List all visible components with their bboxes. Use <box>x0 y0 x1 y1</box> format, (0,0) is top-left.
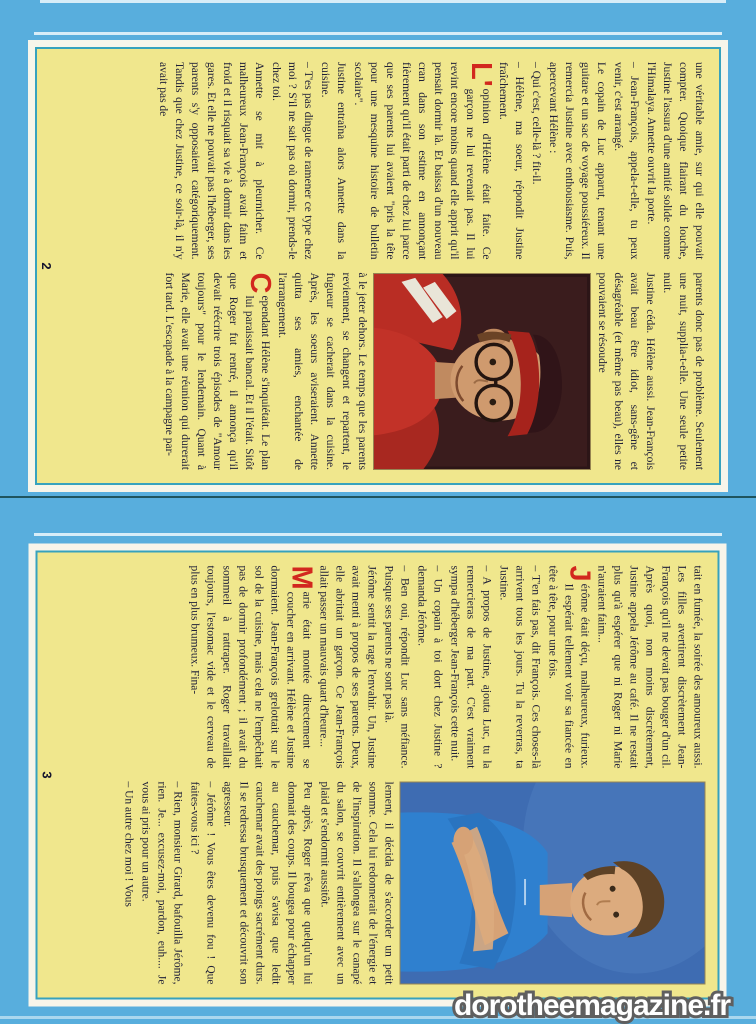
story-paragraph: – A propos de Justine, ajouta Luc, tu la remercieras de ma part. C'est vraiment sympa d'héberger Jean-François cette nuit. <box>448 565 493 769</box>
page-number-2: 2 <box>39 262 54 270</box>
scan-edge-line-above-page3 <box>34 533 722 536</box>
story-paragraph: L' opinion d'Hélène était faite. Ce garçon ne lui revenait pas. Il lui revint encore moins quand elle apprit qu'il pensait dormir là. Et baissa d'un nouveau cran dans son estime en annonçant fièrement qu'il était parti de chez lui parce que ses parents lui avaient "pris la tête pour une mesquine histoire de bulletin scolaire". <box>352 62 497 260</box>
story-paragraph: – Jean-François, appela-t-elle, tu peux venir, c'est arrangé. <box>612 62 640 260</box>
story-paragraph: – Hélène, ma soeur, répondit Justine fraîchement. <box>497 62 525 260</box>
story-paragraph: Justine entraîna alors Annette dans la cuisine. <box>319 62 347 260</box>
page-fold-line <box>0 496 756 498</box>
watermark-text: dorotheemagazine.fr <box>453 989 731 1022</box>
page-2-content <box>35 47 721 485</box>
story-paragraph: – Ben oui, répondit Luc sans méfiance. Puisque ses parents ne sont pas là. <box>382 565 411 769</box>
dropcap-letter: J <box>563 565 596 582</box>
story-paragraph: J érôme était déçu, malheureux, furieux. Il espérait tellement voir sa fiancée en tête à tête, pour une fois. <box>546 565 596 769</box>
page-3-content <box>36 551 720 1000</box>
story-paragraph: une véritable amie, sur qui elle pouvait compter. Quoique flairant du louche, Justine l'assura d'une amitié solide comme l'Himalaya. Annette ouvrit la porte. <box>645 62 705 260</box>
story-paragraph: Annette se mit à pleurnicher. Ce malheureux Jean-François avait faim et froid et il risquait sa vie à dormir dans les gares. Et elle ne pouvait pas l'héberger, ses parents s'y opposaient catégoriquement. Tandis que chez Justine, ce soir-là, il n'y avait pas de <box>157 62 265 260</box>
page2-right-column-top-text <box>594 273 707 471</box>
story-paragraph: tait en fumée, la soirée des amoureux aussi. Les filles avertirent discrètement Jean-François qu'il ne devait pas bouger d'un cil. Après quoi, non moins discrètement, Justine appela Jérôme au café. Il ne restait plus qu'à espérer que ni Roger ni Marie n'auraient faim... <box>595 565 704 769</box>
story-paragraph: C ependant Hélène s'inquiétait. Le plan lui paraissait bancal. Et il l'était. Sitôt que Roger fut rentré, il annonça qu'il devait réécrire trois épisodes de "Amour toujours" pour le lendemain. Quant à Marie, elle avait une réunion qui durerait fort tard. L'escapade à la campagne par- <box>163 272 276 470</box>
story-paragraph: – Un copain à toi dort chez Justine ? demanda Jérôme. <box>415 565 444 769</box>
page2-right-column-bottom-text <box>161 273 370 471</box>
story-paragraph: – T'es pas dingue de ramener ce type chez moi ? S'il ne sait pas où dormir, prends-le chez toi. <box>270 62 314 260</box>
dropcap-letter: C <box>244 272 276 294</box>
page3-text-column-left <box>58 566 706 769</box>
magazine-page-2 <box>28 40 728 492</box>
story-paragraph: – Qui c'est, celle-là ? fit-il. <box>530 62 542 185</box>
page3-text-column-right <box>58 782 706 985</box>
site-watermark <box>428 984 756 1024</box>
dropcap-letter: M <box>285 565 318 590</box>
photo-boy-blue-tshirt-arms-crossed <box>400 782 706 985</box>
story-paragraph: Jérôme sentit la rage l'envahir. Un, Justine avait menti à propos de ses parents. Deux, elle abritait un garçon. Ce Jean-François allait passer un mauvais quart d'heure... <box>317 565 378 769</box>
page3-right-column-text <box>121 782 397 985</box>
scan-edge-line-top <box>40 0 726 3</box>
dropcap-letter: L' <box>465 62 497 87</box>
story-paragraph: Peu après, Roger rêva que quelqu'un lui donnait des coups. Il bougea pour échapper au cauchemar, puis s'avisa que ledit cauchemar avait des poings sacrément durs. Il se redressa brusquement et découvrit son agresseur. <box>221 781 314 985</box>
story-paragraph: parents donc pas de problème. Seulement une nuit, supplia-t-elle. Une seule petite nuit. <box>661 272 705 470</box>
scan-edge-line-above-page2 <box>34 32 722 35</box>
story-paragraph: – Rien, monsieur Girard, bafouilla Jérôme, rien. Je... excusez-moi, pardon, euh.... Je vous ai pris pour un autre. <box>139 781 184 985</box>
photo-boy-red-cap-glasses <box>373 273 591 471</box>
story-paragraph: M arie était montée directement se coucher en arrivant. Hélène et Justine dormaient. Jean-François grelottait sur le sol de la cuisine, mais cela ne l'empêchait pas de dormir profondément ; il avait du sommeil à rattraper. Roger travaillait toujours, l'estomac vide et le cerveau de plus en plus brumeux. Fina- <box>188 565 318 769</box>
story-paragraph: à le jeter dehors. Le temps que les parents reviennent, se changent et repartent, le fugueur se cacherait dans la cuisine. Après, les soeurs aviseraient. Annette quitta ses amies, enchantée de l'arrangement. <box>276 272 368 470</box>
photo-boy-red-cap-illustration <box>374 274 590 470</box>
story-paragraph: lement, il décida de s'accorder un petit somme. Cela lui redonnerait de l'énergie et de l'inspiration. Il s'allongea sur le canapé du salon, se couvrit entièrement avec un plaid et s'endormit aussitôt. <box>318 781 395 985</box>
page2-text-column-right <box>57 273 707 471</box>
story-paragraph: Justine céda. Hélène aussi. Jean-François avait beau être idiot, sans-gêne et désagréable (et même pas beau), elles ne pouvaient se résoudre <box>596 272 656 470</box>
story-paragraph: – T'en fais pas, dit François. Ces choses-là arrivent tous les jours. Tu la reverras, ta Justine. <box>497 565 542 769</box>
photo-boy-blue-tshirt-illustration <box>401 783 705 984</box>
story-paragraph: – Jérôme ! Vous êtes devenu fou ! Que faites-vous ici ? <box>188 781 217 985</box>
page-number-3: 3 <box>39 771 55 779</box>
story-paragraph: – Un autre chez moi ! Vous <box>122 781 135 907</box>
page2-text-column-left <box>57 62 707 260</box>
magazine-page-3 <box>29 544 727 1007</box>
story-paragraph: Le copain de Luc apparut, tenant une guitare et un sac de voyage poussiéreux. Il remercia Justine avec enthousiasme. Puis, apercevant Hélène : <box>547 62 607 260</box>
